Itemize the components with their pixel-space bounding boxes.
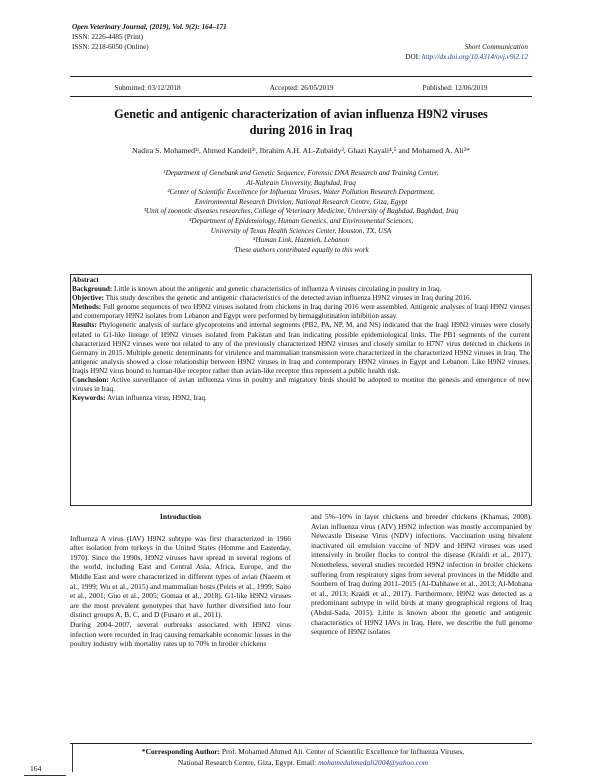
dates-rule xyxy=(70,96,532,97)
background-label: Background: xyxy=(72,285,113,294)
abstract-conclusion xyxy=(72,376,530,394)
results-text: Phylogenetic analysis of surface glycoproteins and internal segments (PB2, PA, NP, M, and NS) indicated that the Iraqi H9N2 viruses were closely related to G1-like lineage of H9N2 viruses isolated from Pakistan and Iran indicating possible epidemiological links. The PB1 segments of the current characterized H9N2 viruses were not related to any of the previously characterized H9N2 viruses and closely similar to H7N7 virus detected in chickens in Germany in 2015. Multiple genetic determinants for virulence and mammalian transmission were characterized in the characterized H9N2 viruses in Iraq. The antigenic analysis showed a close relationship between H9N2 viruses in Iraq and contemporary H9N2 viruses in Egypt and Lebanon. Like H9N2 viruses, Iraqis H9N2 virus bound to human-like receptor rather than avian-like receptor thus represent a public health risk. xyxy=(72,321,530,375)
corr-label: *Corresponding Author: xyxy=(141,747,221,756)
journal-citation: Open Veterinary Journal, (2019), Vol. 9(2): 164–171 xyxy=(72,23,227,31)
affiliation-line: ¹Department of Genebank and Genetic Sequence, Forensic DNA Research and Training Center, xyxy=(163,169,439,177)
intro-paragraph-3: and 5%–10% in layer chickens and breeder chickens (Kharnas, 2008). Avian influenza virus (AIV) H9N2 infection was mostly accompanied by Newcastle Disease Virus (NDV) infections. Vaccination using bivalent inactivated oil emulsion vaccine of NDV and H9N2 viruses was used intensively in broiler flocks to control the disease (Kraidi et al., 2017). Nonetheless, several studies recorded H9N2 infection in broiler chickens suffering from respiratory signs from several provinces in the Middle and Southern of Iraq during 2011–2015 (Al-Dabhawe et al., 2013; Al-Mohana et al., 2013; Kraidi et al., 2017). Furthermore, H9N2 was detected as a predominant subtype in wild birds at many geographical regions of Iraq (Abdul-Sada, 2015). Little is known about the genetic and antigenic characteristics of H9N2 IAVs in Iraq. Here, we describe the full genome sequence of H9N2 isolates xyxy=(311,512,532,637)
keywords-text: Avian influenza virus, H9N2, Iraq. xyxy=(105,394,207,403)
affiliation-line: Environmental Research Division, National Research Centre, Giza, Egypt xyxy=(194,197,408,206)
intro-paragraph-2: During 2004–2007, several outbreaks associated with H9N2 virus infection were recorded in Iraq causing remarkable economic losses in the poultry industry with mortality rates up to 70% in broiler chickens xyxy=(70,619,291,649)
corr-text: Prof. Mohamed Ahmed Ali. Center of Scientific Excellence for Influenza Viruses, xyxy=(220,747,465,756)
abstract-keywords xyxy=(72,394,530,403)
journal-header xyxy=(72,22,227,53)
affiliation-line: ²Center of Scientific Excellence for Influenza Viruses, Water Pollution Research Department, xyxy=(167,188,435,197)
conclusion-label: Conclusion: xyxy=(72,376,109,385)
abstract-background xyxy=(72,285,530,294)
accepted-date: Accepted: 26/05/2019 xyxy=(269,84,334,92)
title-line-2: during 2016 in Iraq xyxy=(249,123,353,138)
methods-text: Full genome sequences of two H9N2 viruses isolated from chickens in Iraq during 2016 were assembled. Antigenic analyses of Iraqi H9N2 viruses and contemporary H9N2 isolates from Lebanon and Egypt were performed by hemagglutination inhibition assay. xyxy=(72,303,530,321)
title-line-1: Genetic and antigenic characterization of avian influenza H9N2 viruses xyxy=(114,107,488,121)
abstract-results xyxy=(72,321,530,376)
affiliations xyxy=(70,169,532,255)
methods-label: Methods: xyxy=(72,303,102,312)
conclusion-text: Active surveillance of avian influenza virus in poultry and migratory birds should be adopted to monitor the genesis and emergence of new viruses in Iraq. xyxy=(72,376,530,394)
page-number: 164 xyxy=(30,764,42,773)
published-date: Published: 12/06/2019 xyxy=(422,84,488,92)
objective-label: Objective: xyxy=(72,294,104,303)
issn-online: ISSN: 2218-6050 (Online) xyxy=(72,43,149,52)
paper-title xyxy=(70,106,532,139)
affiliation-line: Al-Nahrain University, Baghdad, Iraq xyxy=(246,178,356,187)
doi-link[interactable]: http://dx.doi.org/10.4314/ovj.v9i2.12 xyxy=(421,53,528,62)
author-list: Nadira S. Mohamed¹ᵗ, Ahmed Kandeil²ᵗ, Ibrahim A.H. AL-Zubaidy³, Ghazi Kayali⁴,⁵ and Mohamed A. Ali²* xyxy=(131,146,471,155)
background-text: Little is known about the antigenic and genetic characteristics of influenza A viruses circulating in poultry in Iraq. xyxy=(112,285,442,294)
footer-divider xyxy=(72,744,73,772)
intro-paragraph-1: Influenza A virus (IAV) H9N2 subtype was first characterized in 1966 after isolation from turkeys in the United States (Homme and Easterday, 1970). Since the 1990s, H9N2 viruses have spread in several regions of the world, including East and Central Asia, Africa, Europe, and the Middle East and were characterized in different types of avian (Naeem et al., 1999; Wu et al., 2015) and mammalian hosts (Peiris et al., 1999; Saito et al., 2001; Guo et al., 2005; Gomaa et al., 2018). G1-like H9N2 viruses are the most prevalent genotypes that have further diversified into four distinct groups A, B, C, and D (Fusaro et al., 2011). xyxy=(70,533,291,620)
affiliation-line: ⁵Human Link, Hazmieh, Lebanon xyxy=(252,236,350,245)
affiliation-line: ⁴Department of Epidemiology, Human Genetics, and Environmental Sciences, xyxy=(188,216,414,225)
footer-rule xyxy=(70,743,532,744)
corr-email[interactable]: mohamedahmedali2004@yahoo.com xyxy=(318,758,429,767)
doi-line xyxy=(405,52,528,62)
corr-line-2: National Research Centre, Giza, Egypt. Email: xyxy=(177,758,319,767)
dates-row xyxy=(70,84,532,92)
abstract-heading: Abstract xyxy=(72,276,99,284)
results-label: Results: xyxy=(72,321,97,330)
doi-label: DOI: xyxy=(405,53,421,62)
abstract-objective xyxy=(72,294,530,303)
body-column-left xyxy=(70,512,291,649)
article-type: Short Communication xyxy=(464,43,528,51)
abstract xyxy=(72,276,530,403)
introduction-heading: Introduction xyxy=(159,512,202,521)
objective-text: This study describes the genetic and antigenic characteristics of the detected avian influenza H9N2 viruses in Iraq during 2016. xyxy=(103,294,472,303)
affiliation-line: ³Unit of zoonotic diseases researches, College of Veterinary Medicine, University of Baghdad, Baghdad, Iraq xyxy=(143,207,459,216)
header-rule xyxy=(70,76,532,77)
issn-print: ISSN: 2226-4485 (Print) xyxy=(72,33,144,42)
article-meta xyxy=(405,42,528,62)
affiliation-line: ᵗThese authors contributed equally to this work xyxy=(233,245,369,254)
keywords-label: Keywords: xyxy=(72,394,106,403)
affiliation-line: University of Texas Health Sciences Center, Houston, TX, USA xyxy=(210,226,392,235)
submitted-date: Submitted: 03/12/2018 xyxy=(114,84,181,92)
body-column-right xyxy=(311,512,532,637)
abstract-methods xyxy=(72,303,530,321)
corresponding-author xyxy=(74,746,532,768)
